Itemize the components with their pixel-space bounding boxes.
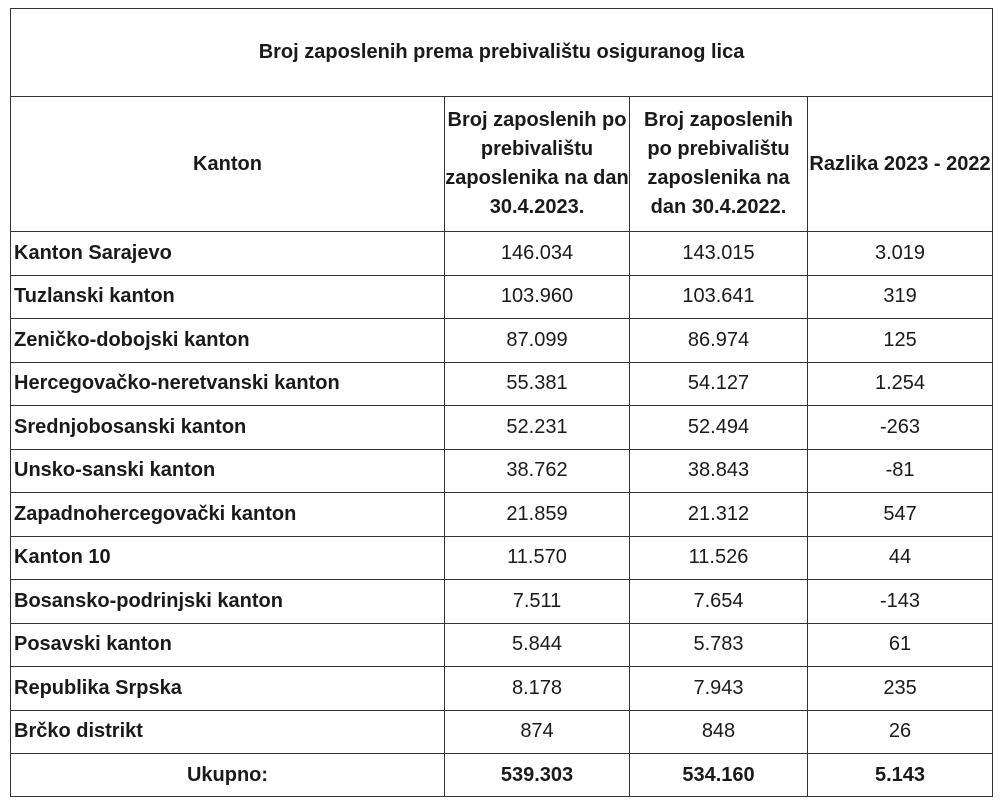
row-value-2022: 7.943 bbox=[630, 667, 808, 711]
row-value-difference: 61 bbox=[808, 623, 993, 667]
row-kanton-name: Brčko distrikt bbox=[11, 710, 445, 754]
total-row bbox=[11, 754, 993, 797]
row-value-difference: 44 bbox=[808, 536, 993, 580]
row-kanton-name: Unsko-sanski kanton bbox=[11, 449, 445, 493]
row-value-difference: 319 bbox=[808, 275, 993, 319]
row-value-2022: 7.654 bbox=[630, 580, 808, 624]
row-value-2023: 55.381 bbox=[445, 362, 630, 406]
row-value-2023: 7.511 bbox=[445, 580, 630, 624]
table-row bbox=[11, 406, 993, 450]
row-kanton-name: Republika Srpska bbox=[11, 667, 445, 711]
table-row bbox=[11, 667, 993, 711]
row-value-2023: 52.231 bbox=[445, 406, 630, 450]
row-kanton-name: Tuzlanski kanton bbox=[11, 275, 445, 319]
header-row bbox=[11, 97, 993, 232]
column-header-difference: Razlika 2023 - 2022 bbox=[808, 97, 993, 232]
total-difference: 5.143 bbox=[808, 754, 993, 797]
row-value-difference: -81 bbox=[808, 449, 993, 493]
column-header-2022: Broj zaposlenih po prebivalištu zaposlenika na dan 30.4.2022. bbox=[630, 97, 808, 232]
table-row bbox=[11, 362, 993, 406]
row-value-difference: 235 bbox=[808, 667, 993, 711]
total-label: Ukupno: bbox=[11, 754, 445, 797]
row-value-2022: 11.526 bbox=[630, 536, 808, 580]
row-value-2022: 38.843 bbox=[630, 449, 808, 493]
table-row bbox=[11, 275, 993, 319]
row-value-2023: 21.859 bbox=[445, 493, 630, 537]
column-header-2023: Broj zaposlenih po prebivalištu zaposlenika na dan 30.4.2023. bbox=[445, 97, 630, 232]
row-value-2022: 143.015 bbox=[630, 232, 808, 276]
table-row bbox=[11, 710, 993, 754]
table-body bbox=[11, 232, 993, 754]
title-row bbox=[11, 9, 993, 97]
row-value-2022: 86.974 bbox=[630, 319, 808, 363]
row-value-2023: 87.099 bbox=[445, 319, 630, 363]
table-row bbox=[11, 449, 993, 493]
row-value-2022: 848 bbox=[630, 710, 808, 754]
row-kanton-name: Zeničko-dobojski kanton bbox=[11, 319, 445, 363]
row-kanton-name: Posavski kanton bbox=[11, 623, 445, 667]
row-value-2023: 11.570 bbox=[445, 536, 630, 580]
row-value-2023: 103.960 bbox=[445, 275, 630, 319]
row-value-2022: 103.641 bbox=[630, 275, 808, 319]
total-2022: 534.160 bbox=[630, 754, 808, 797]
table-row bbox=[11, 319, 993, 363]
total-2023: 539.303 bbox=[445, 754, 630, 797]
table-row bbox=[11, 232, 993, 276]
row-kanton-name: Srednjobosanski kanton bbox=[11, 406, 445, 450]
table-row bbox=[11, 580, 993, 624]
row-value-difference: -263 bbox=[808, 406, 993, 450]
row-value-difference: 125 bbox=[808, 319, 993, 363]
row-value-difference: 547 bbox=[808, 493, 993, 537]
row-kanton-name: Hercegovačko-neretvanski kanton bbox=[11, 362, 445, 406]
row-value-2023: 874 bbox=[445, 710, 630, 754]
row-value-2023: 146.034 bbox=[445, 232, 630, 276]
table-row bbox=[11, 536, 993, 580]
row-value-2022: 52.494 bbox=[630, 406, 808, 450]
row-kanton-name: Kanton Sarajevo bbox=[11, 232, 445, 276]
table-row bbox=[11, 623, 993, 667]
row-value-difference: 1.254 bbox=[808, 362, 993, 406]
row-value-2023: 8.178 bbox=[445, 667, 630, 711]
row-kanton-name: Kanton 10 bbox=[11, 536, 445, 580]
row-value-2023: 38.762 bbox=[445, 449, 630, 493]
table-row bbox=[11, 493, 993, 537]
row-value-2022: 5.783 bbox=[630, 623, 808, 667]
column-header-kanton: Kanton bbox=[11, 97, 445, 232]
row-value-difference: -143 bbox=[808, 580, 993, 624]
row-value-2022: 21.312 bbox=[630, 493, 808, 537]
row-kanton-name: Bosansko-podrinjski kanton bbox=[11, 580, 445, 624]
table-title: Broj zaposlenih prema prebivalištu osiguranog lica bbox=[11, 9, 993, 97]
row-value-2022: 54.127 bbox=[630, 362, 808, 406]
row-value-difference: 26 bbox=[808, 710, 993, 754]
row-value-difference: 3.019 bbox=[808, 232, 993, 276]
employment-table bbox=[10, 8, 993, 797]
row-kanton-name: Zapadnohercegovački kanton bbox=[11, 493, 445, 537]
row-value-2023: 5.844 bbox=[445, 623, 630, 667]
